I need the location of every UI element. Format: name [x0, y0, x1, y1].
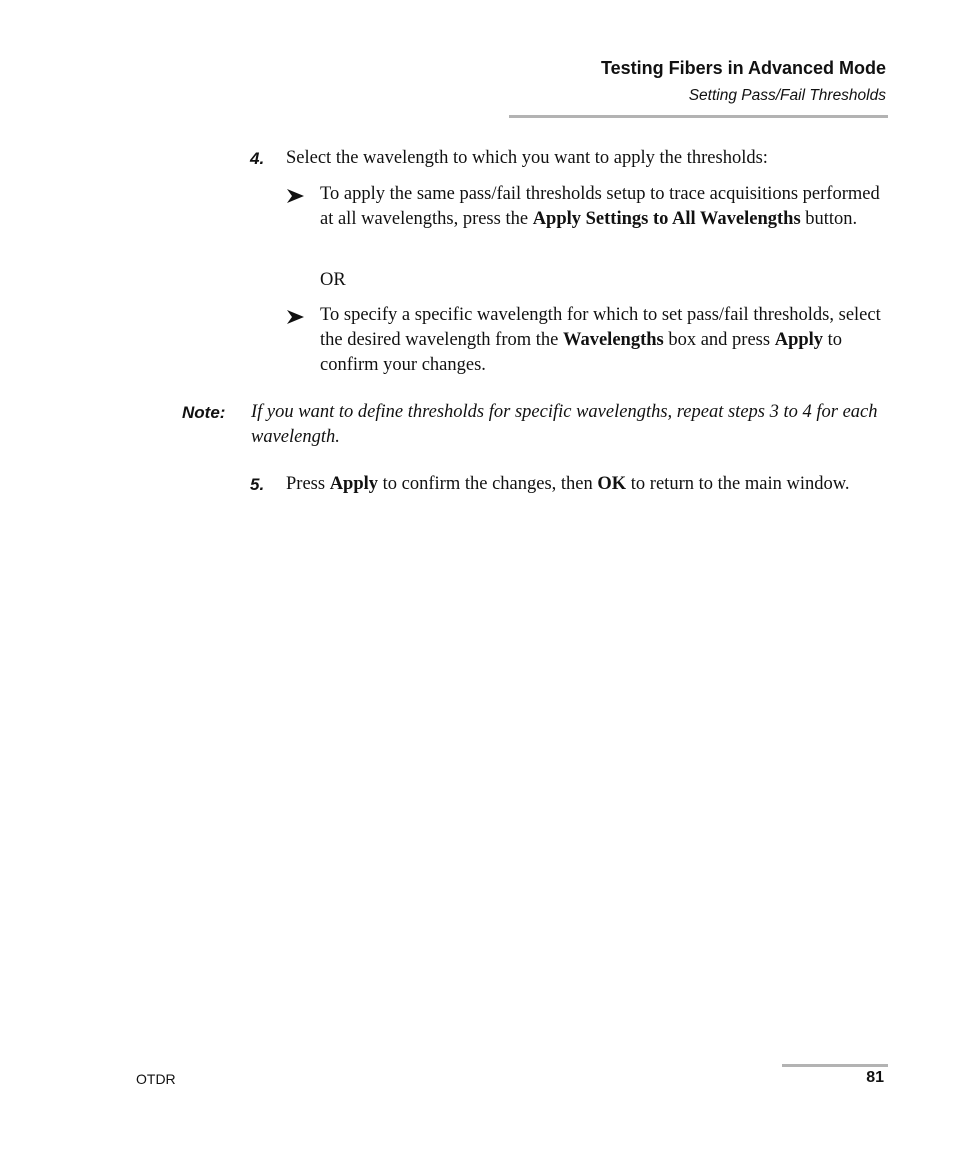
note-label: Note: — [182, 403, 226, 422]
running-header-title: Testing Fibers in Advanced Mode — [600, 58, 886, 78]
ui-term-ok: OK — [597, 474, 627, 494]
ui-term-wavelengths: Wavelengths — [562, 330, 664, 350]
right-arrowhead-icon — [286, 303, 308, 328]
running-header-subtitle: Setting Pass/Fail Thresholds — [688, 87, 886, 104]
step-4 — [250, 146, 890, 171]
bullet-text: To specify a specific wavelength for which to set pass/fail thresholds, select the desired wavelength from the Wavelengths box and press Apply to confirm your changes. — [320, 305, 881, 375]
bullet-text: To apply the same pass/fail thresholds setup to trace acquisitions performed at all wavelengths, press the Apply Settings to All Wavelengths button. — [320, 184, 880, 229]
note-text: If you want to define thresholds for specific wavelengths, repeat steps 3 to 4 for each wavelength. — [251, 402, 878, 447]
step-5 — [250, 472, 890, 522]
bullet-item-specific-wavelength — [286, 303, 890, 378]
footer-product-name: OTDR — [136, 1071, 176, 1087]
step-text: Select the wavelength to which you want to apply the thresholds: — [286, 148, 768, 168]
or-separator: OR — [320, 270, 346, 290]
page-number: 81 — [866, 1069, 884, 1086]
step-text: Press Apply to confirm the changes, then OK to return to the main window. — [286, 474, 850, 494]
right-arrowhead-icon — [286, 182, 308, 207]
ui-term-apply-settings: Apply Settings to All Wavelengths — [532, 209, 801, 229]
step-number: 5. — [250, 475, 265, 494]
ui-term-apply: Apply — [329, 474, 379, 494]
header-divider — [509, 115, 888, 118]
ui-term-apply: Apply — [774, 330, 824, 350]
footer-divider — [782, 1064, 888, 1067]
step-number: 4. — [250, 149, 265, 168]
bullet-item-apply-all — [286, 182, 890, 257]
